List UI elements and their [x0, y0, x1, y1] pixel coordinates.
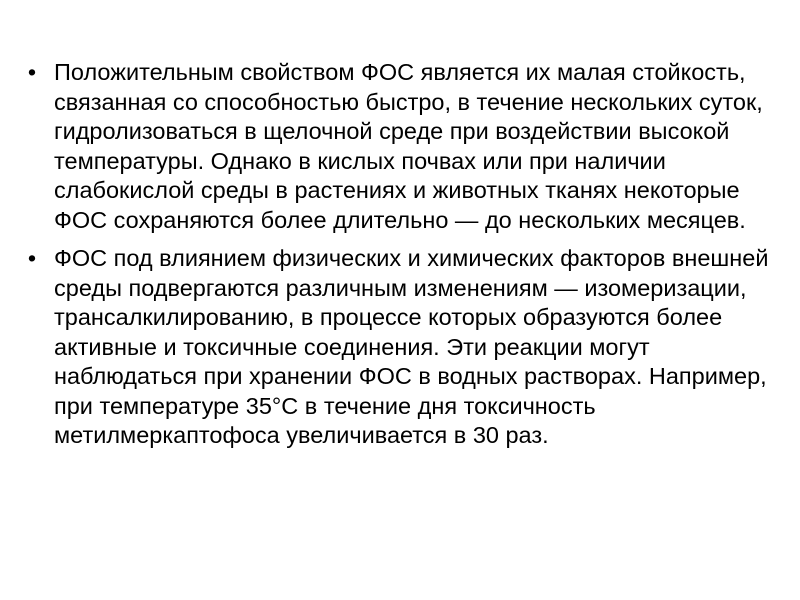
- bullet-item: [22, 58, 782, 235]
- bullet-list: [22, 58, 782, 460]
- bullet-item: [22, 244, 782, 451]
- bullet-icon: •: [27, 245, 37, 271]
- bullet-icon: •: [27, 59, 37, 85]
- bullet-text: Положительным свойством ФОС является их малая стойкость, связанная со способностью быстро, в течение нескольких суток, гидролизоваться в щелочной среде при воздействии высокой температуры. Однако в кислых почвах или при наличии слабокислой среды в растениях и животных тканях некоторые ФОС сохраняются более длительно — до нескольких месяцев.: [54, 59, 763, 233]
- bullet-text: ФОС под влиянием физических и химических факторов внешней среды подвергаются различным изменениям — изомеризации, трансалкилированию, в процессе которых образуются более активные и токсичные соединения. Эти реакции могут наблюдаться при хранении ФОС в водных растворах. Например, при температуре 35°С в течение дня токсичность метилмеркаптофоса увеличивается в 30 раз.: [54, 245, 769, 448]
